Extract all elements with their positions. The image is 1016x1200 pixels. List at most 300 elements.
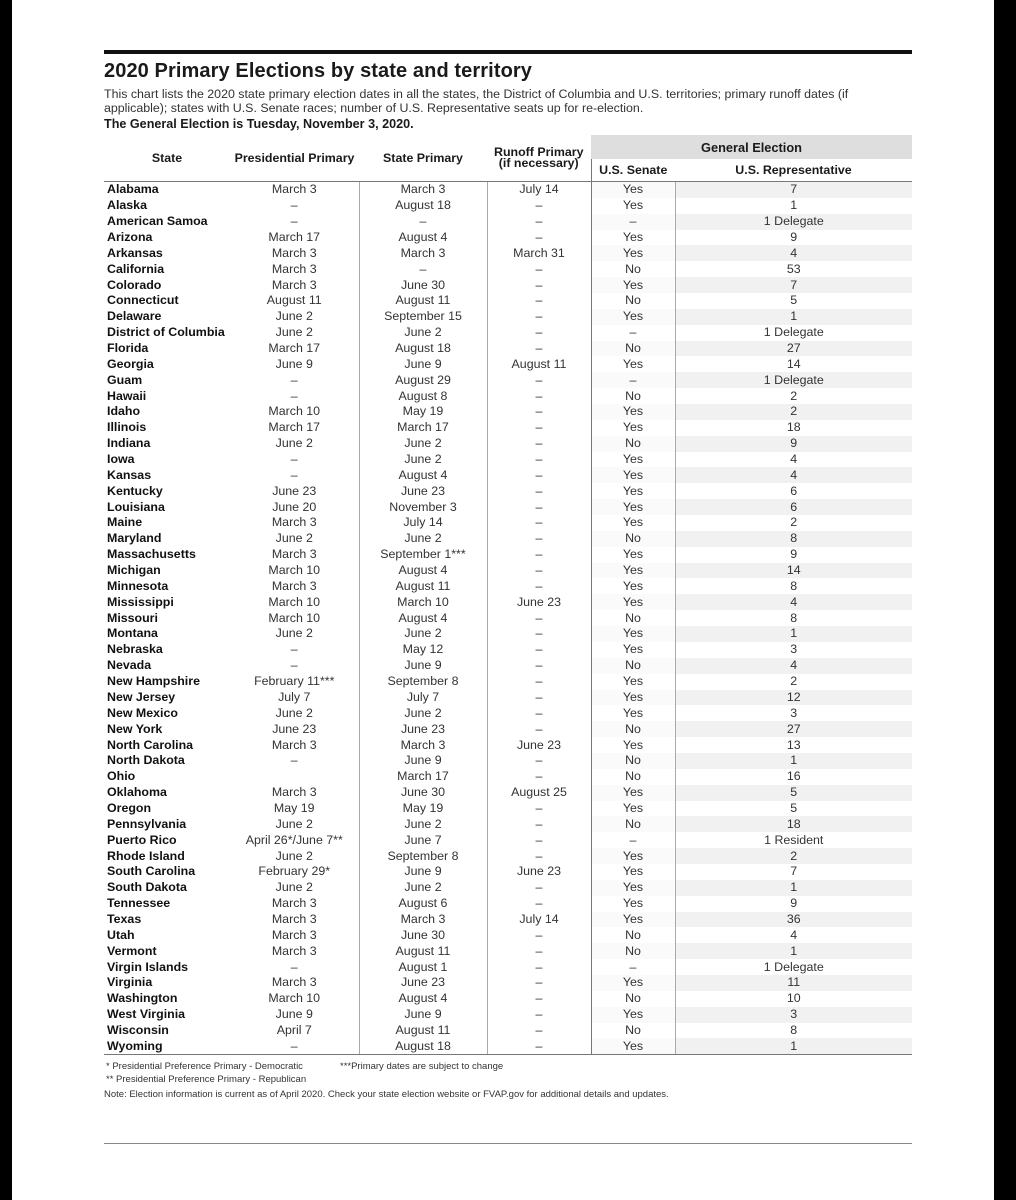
cell-us-representative: 3: [675, 1007, 912, 1023]
cell-us-senate: Yes: [591, 182, 675, 198]
cell-presidential-primary: –: [290, 642, 298, 657]
cell-state: Wyoming: [104, 1038, 230, 1054]
cell-state-primary: August 4: [359, 467, 487, 483]
cell-state-primary: June 23: [359, 721, 487, 737]
cell-us-senate: Yes: [591, 880, 675, 896]
cell-us-senate: No: [591, 991, 675, 1007]
cell-us-senate: –: [591, 214, 675, 230]
cell-state-primary: May 19: [359, 404, 487, 420]
cell-us-representative: 8: [675, 1023, 912, 1039]
cell-us-representative: 8: [675, 578, 912, 594]
cell-state-primary: August 11: [359, 943, 487, 959]
table-row: [104, 356, 912, 372]
cell-runoff-primary: –: [535, 896, 543, 911]
cell-us-representative: 1 Delegate: [675, 214, 912, 230]
table-row: [104, 848, 912, 864]
cell-runoff-primary: –: [535, 658, 543, 673]
cell-runoff-primary: –: [535, 1022, 543, 1037]
cell-runoff-primary: –: [535, 198, 543, 213]
cell-us-senate: Yes: [591, 737, 675, 753]
cell-state: Maryland: [107, 531, 162, 546]
cell-state-primary: June 9: [359, 864, 487, 880]
cell-us-representative: 4: [675, 658, 912, 674]
table-row: [104, 531, 912, 547]
cell-presidential-primary: March 3: [271, 975, 317, 990]
cell-state-primary: June 2: [359, 816, 487, 832]
cell-us-representative: 4: [675, 452, 912, 468]
cell-us-senate: No: [591, 769, 675, 785]
cell-us-senate: Yes: [591, 563, 675, 579]
cell-us-senate: Yes: [591, 404, 675, 420]
cell-runoff-primary: –: [535, 515, 543, 530]
right-scrollbar[interactable]: [994, 0, 1016, 1200]
cell-us-senate: Yes: [591, 801, 675, 817]
cell-state: New Mexico: [107, 705, 178, 720]
cell-us-senate: Yes: [591, 578, 675, 594]
cell-us-senate: Yes: [591, 483, 675, 499]
cell-state: Ohio: [107, 769, 136, 784]
cell-presidential-primary: March 3: [271, 245, 317, 260]
cell-state: Montana: [107, 626, 158, 641]
cell-us-senate: Yes: [591, 1038, 675, 1054]
table-row: [104, 991, 912, 1007]
cell-state-primary: June 30: [359, 785, 487, 801]
cell-runoff-primary: June 23: [516, 737, 562, 752]
cell-state: Texas: [107, 911, 142, 926]
document-page: [104, 50, 912, 1101]
cell-state-primary: June 2: [359, 452, 487, 468]
cell-us-representative: 9: [675, 436, 912, 452]
cell-runoff-primary: –: [535, 293, 543, 308]
cell-presidential-primary: March 10: [268, 991, 321, 1006]
cell-us-representative: 7: [675, 864, 912, 880]
table-row: [104, 674, 912, 690]
cell-presidential-primary: June 2: [275, 436, 313, 451]
cell-us-senate: Yes: [591, 198, 675, 214]
cell-state-primary: March 3: [359, 912, 487, 928]
cell-runoff-primary: August 11: [511, 356, 567, 371]
cell-state-primary: August 6: [359, 896, 487, 912]
cell-us-representative: 2: [675, 404, 912, 420]
cell-us-senate: –: [591, 959, 675, 975]
cell-state-primary: August 1: [359, 959, 487, 975]
cell-state: South Dakota: [107, 880, 187, 895]
cell-runoff-primary: –: [535, 420, 543, 435]
cell-state: Alabama: [107, 182, 159, 197]
cell-presidential-primary: June 2: [275, 848, 313, 863]
table-row: [104, 452, 912, 468]
footnote-subject-to-change: ***Primary dates are subject to change: [340, 1061, 504, 1073]
cell-state-primary: March 17: [359, 769, 487, 785]
cell-state-primary: March 17: [359, 420, 487, 436]
cell-runoff-primary: June 23: [516, 864, 562, 879]
cell-presidential-primary: June 2: [275, 626, 313, 641]
cell-us-representative: 3: [675, 705, 912, 721]
cell-presidential-primary: March 3: [271, 261, 317, 276]
table-row: [104, 975, 912, 991]
cell-presidential-primary: June 2: [275, 705, 313, 720]
cell-presidential-primary: June 20: [272, 499, 317, 514]
cell-runoff-primary: –: [535, 404, 543, 419]
table-row: [104, 1007, 912, 1023]
cell-us-senate: Yes: [591, 785, 675, 801]
cell-state: Mississippi: [107, 594, 174, 609]
cell-us-representative: 5: [675, 293, 912, 309]
cell-runoff-primary: –: [535, 483, 543, 498]
cell-state-primary: June 30: [359, 277, 487, 293]
cell-us-representative: 8: [675, 531, 912, 547]
cell-runoff-primary: –: [535, 674, 543, 689]
cell-state-primary: June 2: [359, 531, 487, 547]
cell-state: Massachusetts: [107, 547, 196, 562]
cell-state-primary: August 18: [359, 198, 487, 214]
cell-us-representative: 4: [675, 927, 912, 943]
cell-runoff-primary: –: [535, 610, 543, 625]
cell-presidential-primary: March 10: [268, 404, 321, 419]
cell-presidential-primary: –: [230, 1038, 359, 1054]
cell-state-primary: March 3: [359, 182, 487, 198]
header-us-representative: U.S. Representative: [675, 159, 912, 182]
cell-state: Maine: [107, 515, 143, 530]
cell-state-primary: –: [359, 214, 487, 230]
cell-runoff-primary: –: [535, 880, 543, 895]
cell-state: Wisconsin: [107, 1022, 169, 1037]
cell-state: Hawaii: [107, 388, 147, 403]
cell-us-representative: 18: [675, 816, 912, 832]
cell-presidential-primary: March 10: [268, 594, 321, 609]
cell-runoff-primary: –: [535, 325, 543, 340]
cell-us-senate: Yes: [591, 594, 675, 610]
cell-us-representative: 9: [675, 896, 912, 912]
table-row: [104, 277, 912, 293]
header-us-senate: U.S. Senate: [591, 159, 675, 182]
cell-runoff-primary: March 31: [513, 245, 565, 260]
cell-state: California: [107, 261, 165, 276]
table-row: [104, 309, 912, 325]
cell-runoff-primary: –: [535, 452, 543, 467]
cell-us-senate: Yes: [591, 864, 675, 880]
table-row: [104, 927, 912, 943]
cell-state-primary: June 30: [359, 927, 487, 943]
cell-runoff-primary: –: [535, 975, 543, 990]
primary-elections-table: [104, 135, 912, 1055]
cell-presidential-primary: March 10: [268, 610, 321, 625]
cell-us-representative: 14: [675, 563, 912, 579]
cell-state: Arizona: [107, 230, 153, 244]
cell-us-senate: Yes: [591, 674, 675, 690]
cell-presidential-primary: March 17: [268, 420, 321, 435]
cell-state-primary: September 1***: [359, 547, 487, 563]
cell-us-representative: 7: [675, 277, 912, 293]
cell-us-senate: Yes: [591, 1007, 675, 1023]
table-row: [104, 261, 912, 277]
cell-us-senate: Yes: [591, 452, 675, 468]
cell-us-senate: No: [591, 943, 675, 959]
header-state-primary: State Primary: [359, 135, 487, 182]
table-row: [104, 737, 912, 753]
cell-state-primary: August 4: [359, 991, 487, 1007]
cell-us-representative: 27: [675, 341, 912, 357]
cell-presidential-primary: August 11: [266, 293, 322, 308]
table-body: [104, 182, 912, 1055]
cell-presidential-primary: March 3: [271, 547, 317, 562]
cell-us-representative: 9: [675, 547, 912, 563]
cell-presidential-primary: –: [290, 467, 298, 482]
cell-us-representative: 13: [675, 737, 912, 753]
cell-state-primary: August 18: [359, 341, 487, 357]
cell-us-representative: 5: [675, 801, 912, 817]
cell-presidential-primary: March 3: [271, 515, 317, 530]
cell-us-senate: No: [591, 721, 675, 737]
table-row: [104, 372, 912, 388]
cell-state: Kentucky: [107, 483, 163, 498]
cell-us-senate: Yes: [591, 499, 675, 515]
cell-us-senate: Yes: [591, 642, 675, 658]
cell-state-primary: August 4: [359, 230, 487, 246]
cell-runoff-primary: –: [535, 547, 543, 562]
cell-state: Virgin Islands: [107, 959, 189, 974]
cell-us-representative: 1 Delegate: [675, 959, 912, 975]
cell-state: Vermont: [107, 943, 157, 958]
cell-state-primary: June 2: [359, 325, 487, 341]
cell-us-senate: Yes: [591, 245, 675, 261]
table-row: [104, 721, 912, 737]
cell-state: Kansas: [107, 467, 152, 482]
cell-state: Guam: [107, 372, 143, 387]
cell-state-primary: June 9: [359, 1007, 487, 1023]
cell-state-primary: June 2: [359, 705, 487, 721]
cell-us-representative: 1: [675, 198, 912, 214]
cell-us-representative: 5: [675, 785, 912, 801]
cell-runoff-primary: –: [535, 214, 543, 229]
cell-presidential-primary: February 11***: [254, 674, 335, 689]
cell-presidential-primary: March 3: [271, 785, 317, 800]
cell-state-primary: August 11: [359, 1023, 487, 1039]
cell-state: Washington: [107, 991, 178, 1006]
cell-runoff-primary: –: [535, 563, 543, 578]
top-rule: [104, 50, 912, 54]
cell-us-senate: No: [591, 261, 675, 277]
cell-us-senate: –: [591, 325, 675, 341]
cell-us-senate: Yes: [591, 896, 675, 912]
cell-us-senate: –: [591, 832, 675, 848]
header-state: State: [104, 135, 230, 182]
cell-state: South Carolina: [107, 864, 196, 879]
cell-state-primary: August 4: [359, 610, 487, 626]
cell-state-primary: August 4: [359, 563, 487, 579]
cell-us-representative: 18: [675, 420, 912, 436]
table-row: [104, 1038, 912, 1054]
cell-us-representative: 3: [675, 642, 912, 658]
cell-state: Oklahoma: [107, 785, 167, 800]
table-row: [104, 705, 912, 721]
table-row: [104, 483, 912, 499]
table-row: [104, 1023, 912, 1039]
cell-state-primary: March 3: [359, 245, 487, 261]
table-row: [104, 467, 912, 483]
cell-state: American Samoa: [107, 214, 208, 229]
cell-us-senate: No: [591, 341, 675, 357]
cell-state: Oregon: [107, 800, 152, 815]
table-row: [104, 594, 912, 610]
table-row: [104, 753, 912, 769]
cell-presidential-primary: –: [290, 658, 298, 673]
cell-presidential-primary: March 17: [268, 230, 321, 244]
cell-us-representative: 6: [675, 483, 912, 499]
table-row: [104, 182, 912, 198]
cell-us-senate: No: [591, 388, 675, 404]
cell-us-representative: 27: [675, 721, 912, 737]
table-row: [104, 912, 912, 928]
cell-state-primary: September 8: [359, 848, 487, 864]
cell-us-senate: Yes: [591, 420, 675, 436]
cell-us-representative: 1: [675, 753, 912, 769]
cell-us-senate: No: [591, 293, 675, 309]
cell-state: Virginia: [107, 975, 153, 990]
table-row: [104, 499, 912, 515]
cell-us-representative: 2: [675, 515, 912, 531]
cell-state-primary: May 12: [359, 642, 487, 658]
cell-us-senate: Yes: [591, 705, 675, 721]
cell-us-senate: No: [591, 531, 675, 547]
cell-runoff-primary: –: [535, 626, 543, 641]
cell-state: Alaska: [107, 198, 147, 213]
table-row: [104, 959, 912, 975]
cell-us-representative: 53: [675, 261, 912, 277]
table-row: [104, 943, 912, 959]
cell-us-representative: 2: [675, 674, 912, 690]
cell-us-representative: 1: [675, 943, 912, 959]
cell-presidential-primary: March 3: [271, 943, 317, 958]
table-row: [104, 436, 912, 452]
cell-state-primary: August 11: [359, 578, 487, 594]
cell-state: North Dakota: [107, 753, 185, 768]
cell-us-representative: 4: [675, 467, 912, 483]
cell-state-primary: June 2: [359, 436, 487, 452]
cell-state: Delaware: [107, 309, 162, 324]
table-row: [104, 801, 912, 817]
table-row: [104, 785, 912, 801]
header-general-election: General Election: [591, 135, 912, 159]
cell-state-primary: March 10: [359, 594, 487, 610]
cell-us-senate: Yes: [591, 277, 675, 293]
cell-runoff-primary: –: [535, 230, 543, 244]
cell-presidential-primary: May 19: [273, 800, 315, 815]
cell-runoff-primary: –: [535, 705, 543, 720]
cell-state-primary: March 3: [359, 737, 487, 753]
table-row: [104, 325, 912, 341]
cell-us-representative: 16: [675, 769, 912, 785]
table-row: [104, 404, 912, 420]
bottom-rule: [104, 1143, 912, 1144]
table-row: [104, 198, 912, 214]
cell-us-representative: 1: [675, 626, 912, 642]
cell-runoff-primary: –: [535, 721, 543, 736]
cell-presidential-primary: July 7: [278, 689, 311, 704]
cell-presidential-primary: June 23: [272, 483, 317, 498]
cell-state: Indiana: [107, 436, 151, 451]
cell-state-primary: June 9: [359, 356, 487, 372]
cell-state: New York: [107, 721, 163, 736]
cell-state-primary: June 23: [359, 975, 487, 991]
table-row: [104, 832, 912, 848]
cell-us-senate: Yes: [591, 690, 675, 706]
cell-us-senate: No: [591, 816, 675, 832]
cell-runoff-primary: –: [535, 753, 543, 768]
cell-presidential-primary: –: [290, 388, 298, 403]
cell-state: Rhode Island: [107, 848, 185, 863]
cell-runoff-primary: –: [535, 689, 543, 704]
table-row: [104, 420, 912, 436]
cell-runoff-primary: August 25: [511, 785, 567, 800]
cell-runoff-primary: –: [535, 388, 543, 403]
cell-state: Connecticut: [107, 293, 179, 308]
table-row: [104, 578, 912, 594]
cell-state-primary: June 2: [359, 880, 487, 896]
cell-runoff-primary: –: [535, 261, 543, 276]
cell-state: District of Columbia: [107, 325, 225, 340]
cell-runoff-primary: –: [535, 927, 543, 942]
cell-state-primary: August 18: [359, 1038, 487, 1054]
cell-state-primary: June 23: [359, 483, 487, 499]
cell-state-primary: July 7: [359, 690, 487, 706]
intro-text: This chart lists the 2020 state primary election dates in all the states, the District of Columbia and U.S. territories; primary runoff dates (if applicable); states with U.S. Senate races; number of U.S. Representative seats up for re-election.: [104, 87, 849, 115]
cell-runoff-primary: –: [535, 769, 543, 784]
cell-state: Colorado: [107, 277, 162, 292]
cell-presidential-primary: –: [290, 214, 298, 229]
cell-presidential-primary: March 3: [271, 737, 317, 752]
cell-runoff-primary: –: [535, 499, 543, 514]
general-election-note: The General Election is Tuesday, November 3, 2020.: [104, 117, 414, 131]
footnote-democratic: * Presidential Preference Primary - Democratic: [106, 1061, 303, 1073]
cell-us-representative: 2: [675, 388, 912, 404]
cell-presidential-primary: March 3: [271, 277, 317, 292]
header-presidential-primary: Presidential Primary: [230, 135, 359, 182]
table-row: [104, 769, 912, 785]
cell-presidential-primary: June 2: [275, 880, 313, 895]
cell-us-representative: 36: [675, 912, 912, 928]
cell-us-senate: No: [591, 1023, 675, 1039]
cell-us-senate: Yes: [591, 467, 675, 483]
cell-us-senate: Yes: [591, 547, 675, 563]
cell-runoff-primary: –: [535, 959, 543, 974]
cell-presidential-primary: June 9: [275, 356, 313, 371]
cell-state: Iowa: [107, 452, 135, 467]
cell-presidential-primary: –: [290, 452, 298, 467]
cell-state-primary: May 19: [359, 801, 487, 817]
table-row: [104, 864, 912, 880]
cell-us-representative: 11: [675, 975, 912, 991]
cell-us-senate: No: [591, 436, 675, 452]
cell-us-senate: Yes: [591, 912, 675, 928]
cell-state: Idaho: [107, 404, 141, 419]
table-row: [104, 896, 912, 912]
cell-runoff-primary: –: [535, 832, 543, 847]
cell-presidential-primary: June 9: [275, 1007, 313, 1022]
cell-runoff-primary: –: [535, 436, 543, 451]
cell-presidential-primary: [230, 769, 359, 785]
table-row: [104, 515, 912, 531]
cell-state: Utah: [107, 927, 135, 942]
cell-presidential-primary: March 3: [271, 911, 317, 926]
cell-state: Missouri: [107, 610, 158, 625]
cell-us-senate: Yes: [591, 848, 675, 864]
cell-runoff-primary: June 23: [516, 594, 562, 609]
cell-us-senate: Yes: [591, 626, 675, 642]
cell-us-senate: No: [591, 927, 675, 943]
cell-state: West Virginia: [107, 1007, 186, 1022]
cell-state: Georgia: [107, 356, 154, 371]
